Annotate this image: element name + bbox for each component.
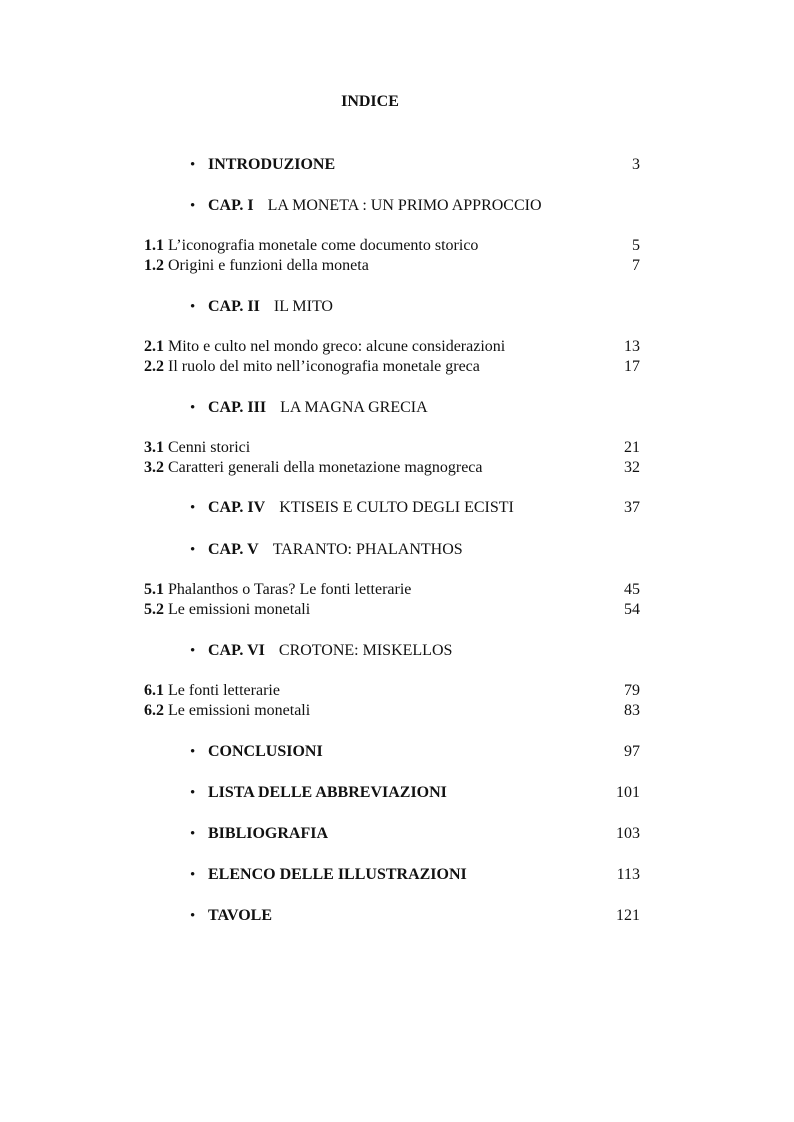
page-number: 13 <box>624 338 640 355</box>
section-number: 5.1 <box>144 581 164 598</box>
entry-label: ELENCO DELLE ILLUSTRAZIONI <box>208 866 467 883</box>
section-number: 6.2 <box>144 702 164 719</box>
page-number: 79 <box>624 682 640 699</box>
chapter-title: IL MITO <box>273 298 333 315</box>
page-number: 5 <box>632 237 640 254</box>
page-number: 113 <box>616 866 640 883</box>
page-number: 32 <box>624 459 640 476</box>
toc-entry-cap-2[interactable] <box>190 297 640 317</box>
section-number: 2.1 <box>144 338 164 355</box>
section-title: Cenni storici <box>168 439 251 456</box>
page-number: 83 <box>624 702 640 719</box>
entry-label: BIBLIOGRAFIA <box>208 825 329 842</box>
section-number: 3.2 <box>144 459 164 476</box>
chapter-label: CAP. I <box>208 197 254 214</box>
section-title: Mito e culto nel mondo greco: alcune considerazioni <box>168 338 506 355</box>
section-number: 1.1 <box>144 237 164 254</box>
chapter-label: CAP. II <box>208 298 260 315</box>
page-number: 17 <box>624 358 640 375</box>
toc-section-5-2[interactable] <box>144 600 640 620</box>
section-title: Le emissioni monetali <box>168 702 311 719</box>
page-title: INDICE <box>341 93 399 110</box>
chapter-label: CAP. III <box>208 399 267 416</box>
section-number: 3.1 <box>144 439 164 456</box>
toc-entry-conclusioni[interactable] <box>190 742 640 762</box>
toc-section-6-1[interactable] <box>144 681 640 701</box>
bullet-icon: • <box>190 542 196 558</box>
toc-entry-cap-5[interactable] <box>190 540 640 560</box>
chapter-label: CAP. VI <box>208 642 265 659</box>
toc-section-3-1[interactable] <box>144 438 640 458</box>
page-number: 97 <box>624 743 640 760</box>
bullet-icon: • <box>190 157 196 173</box>
section-number: 6.1 <box>144 682 164 699</box>
bullet-icon: • <box>190 744 196 760</box>
section-number: 5.2 <box>144 601 164 618</box>
section-title: Le fonti letterarie <box>168 682 280 699</box>
entry-label: LISTA DELLE ABBREVIAZIONI <box>208 784 447 801</box>
page-number: 101 <box>616 784 640 801</box>
toc-entry-tavole[interactable] <box>190 906 640 926</box>
bullet-icon: • <box>190 500 196 516</box>
toc-section-2-1[interactable] <box>144 337 640 357</box>
toc-entry-cap-1[interactable] <box>190 196 640 216</box>
toc-section-1-2[interactable] <box>144 256 640 276</box>
page-number: 103 <box>616 825 640 842</box>
page-number: 37 <box>624 499 640 516</box>
page-number: 121 <box>616 907 640 924</box>
entry-label: CONCLUSIONI <box>208 743 323 760</box>
page-number: 7 <box>632 257 640 274</box>
chapter-label: CAP. IV <box>208 499 266 516</box>
toc-entry-introduzione[interactable] <box>190 155 640 175</box>
bullet-icon: • <box>190 867 196 883</box>
bullet-icon: • <box>190 400 196 416</box>
bullet-icon: • <box>190 826 196 842</box>
toc-section-2-2[interactable] <box>144 357 640 377</box>
section-title: Caratteri generali della monetazione magnogreca <box>168 459 483 476</box>
section-title: Il ruolo del mito nell’iconografia monetale greca <box>168 358 480 375</box>
section-title: L’iconografia monetale come documento storico <box>168 237 479 254</box>
chapter-label: CAP. V <box>208 541 259 558</box>
toc-entry-illustrazioni[interactable] <box>190 865 640 885</box>
chapter-title: CROTONE: MISKELLOS <box>278 642 453 659</box>
section-number: 2.2 <box>144 358 164 375</box>
bullet-icon: • <box>190 198 196 214</box>
bullet-icon: • <box>190 299 196 315</box>
toc-entry-bibliografia[interactable] <box>190 824 640 844</box>
page-number: 3 <box>632 156 640 173</box>
toc-section-5-1[interactable] <box>144 580 640 600</box>
section-title: Origini e funzioni della moneta <box>168 257 369 274</box>
toc-entry-cap-6[interactable] <box>190 641 640 661</box>
bullet-icon: • <box>190 643 196 659</box>
page-number: 21 <box>624 439 640 456</box>
toc-entry-cap-4[interactable] <box>190 498 640 518</box>
section-number: 1.2 <box>144 257 164 274</box>
toc-entry-abbreviazioni[interactable] <box>190 783 640 803</box>
chapter-title: KTISEIS E CULTO DEGLI ECISTI <box>279 499 514 516</box>
toc-section-1-1[interactable] <box>144 236 640 256</box>
bullet-icon: • <box>190 785 196 801</box>
toc-entry-cap-3[interactable] <box>190 398 640 418</box>
page-number: 45 <box>624 581 640 598</box>
toc-section-3-2[interactable] <box>144 458 640 478</box>
section-title: Phalanthos o Taras? Le fonti letterarie <box>168 581 412 598</box>
page-number: 54 <box>624 601 640 618</box>
toc-section-6-2[interactable] <box>144 701 640 721</box>
entry-label: TAVOLE <box>208 907 272 924</box>
chapter-title: LA MONETA : UN PRIMO APPROCCIO <box>267 197 542 214</box>
chapter-title: TARANTO: PHALANTHOS <box>272 541 463 558</box>
bullet-icon: • <box>190 908 196 924</box>
section-title: Le emissioni monetali <box>168 601 311 618</box>
entry-label: INTRODUZIONE <box>208 156 336 173</box>
chapter-title: LA MAGNA GRECIA <box>280 399 428 416</box>
